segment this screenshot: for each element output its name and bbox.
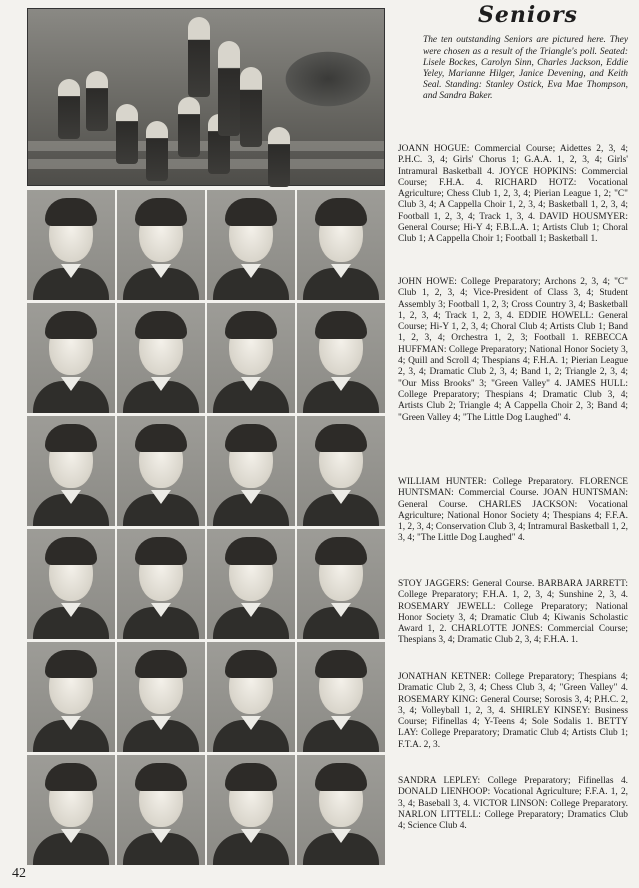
student-portrait: [297, 190, 385, 300]
student-portrait: [27, 755, 115, 865]
student-portrait: [297, 529, 385, 639]
student-figure: [268, 127, 290, 187]
bio-paragraph: JOANN HOGUE: Commercial Course; Aidettes 2, 3, 4; P.H.C. 3, 4; Girls' Chorus 1; G.A.A. 1, 2, 3, 4; Girls' Intramural Basketball 4. JOYCE HOPKINS: Commercial Course; F.H.A. 4. RICHARD HOTZ: Vocational Agriculture; Chess Club 1, 2, 3, 4; Pierian League 1, 2; "C" Club 3, 4; A Cappella Choir 1, 2, 3, 4; Basketball 1, 2, 3, 4; Football 1, 2, 3, 4; Track 1, 3, 4. DAVID HOUSMYER: General Course; Hi-Y 4; F.B.L.A. 1; Artists Club 1; Choral Club 1; A Cappella Choir 1; Football 1; Basketball 1.: [398, 144, 628, 245]
student-portrait: [207, 642, 295, 752]
student-portrait: [117, 642, 205, 752]
student-portrait: [207, 755, 295, 865]
student-portrait: [27, 416, 115, 526]
student-portrait: [27, 190, 115, 300]
student-portrait: [27, 303, 115, 413]
steps: [28, 159, 384, 169]
bio-paragraph: JONATHAN KETNER: College Preparatory; Thespians 4; Dramatic Club 2, 3, 4; Chess Club 3, 4; "Green Valley" 4. ROSEMARY KING: General Course; Sorosis 3, 4; P.H.C. 2, 3, 4; Volleyball 1, 2, 3, 4. SHIRLEY KINSEY: Business Course; Fifinellas 4; Y-Teens 4; Sole Sodalis 1. BETTY LAY: College Preparatory; Dramatic Club 4; Artists Club 1; F.T.A. 2, 3.: [398, 672, 628, 750]
student-figure: [188, 17, 210, 97]
portrait-grid: [27, 190, 385, 865]
student-portrait: [207, 416, 295, 526]
student-figure: [58, 79, 80, 139]
student-portrait: [117, 755, 205, 865]
student-figure: [218, 41, 240, 136]
student-portrait: [117, 416, 205, 526]
student-portrait: [27, 642, 115, 752]
page-number: 42: [12, 866, 26, 881]
student-portrait: [117, 529, 205, 639]
student-portrait: [207, 529, 295, 639]
student-portrait: [297, 303, 385, 413]
student-figure: [146, 121, 168, 181]
student-portrait: [27, 529, 115, 639]
bio-paragraph: WILLIAM HUNTER: College Preparatory. FLORENCE HUNTSMAN: Commercial Course. JOAN HUNTSMAN: General Course. CHARLES JACKSON: Vocational Agriculture; National Honor Society 4; Thespians 4; F.F.A. 1, 2, 3, 4; Conservation Club 3, 4; Intramural Basketball 1, 2, 3, 4; "The Little Dog Laughed" 4.: [398, 477, 628, 544]
bio-paragraph: SANDRA LEPLEY: College Preparatory; Fifinellas 4. DONALD LIENHOOP: Vocational Agriculture; F.F.A. 1, 2, 3, 4; Baseball 3, 4. VICTOR LINSON: College Preparatory. NARLON LITTELL: College Preparatory; Dramatics Club 4; Science Club 4.: [398, 776, 628, 832]
student-portrait: [207, 190, 295, 300]
student-portrait: [297, 416, 385, 526]
bio-paragraph: JOHN HOWE: College Preparatory; Archons 2, 3, 4; "C" Club 1, 2, 3, 4; Vice-President of Class 3, 4; Student Assembly 3; Football 1, 2, 3; Cross Country 3, 4; Basketball 1, 2, 3, 4; Track 1, 2, 3, 4. EDDIE HOWELL: General Course; Hi-Y 1, 2, 3, 4; Choral Club 4; Artists Club 1; Band 1, 2, 3, 4; Orchestra 1, 2, 3; Football 1. REBECCA HUFFMAN: College Preparatory; National Honor Society 3, 4; Quill and Scroll 4; Thespians 4; F.H.A. 1; Pierian League 2, 3, 4; Dramatic Club 2, 3, 4; Band 1, 2; Triangle 2, 3, 4; "Our Miss Brooks" 3; "Green Valley" 4. JAMES HULL: College Preparatory; Thespians 4; Dramatic Club 3, 4; Artists Club 2; Triangle 4; A Cappella Choir 2, 3; Band 4; "Green Valley 4; "The Little Dog Laughed" 4.: [398, 277, 628, 423]
student-figure: [116, 104, 138, 164]
student-portrait: [117, 190, 205, 300]
steps: [28, 141, 384, 151]
group-photo: [27, 8, 385, 186]
bio-paragraph: STOY JAGGERS: General Course. BARBARA JARRETT: College Preparatory; F.H.A. 1, 2, 3, 4; Sunshine 2, 3, 4. ROSEMARY JEWELL: College Preparatory; National Honor Society 3, 4; Dramatic Club 4; Kiwanis Scholastic Award 1, 2. CHARLOTTE JONES: Commercial Course; Thespians 3, 4; Dramatic Club 2, 3, 4; F.H.A. 1.: [398, 579, 628, 646]
student-figure: [240, 67, 262, 147]
student-portrait: [117, 303, 205, 413]
intro-caption: The ten outstanding Seniors are pictured here. They were chosen as a result of the Triangle's poll. Seated: Lisele Bockes, Carolyn Sinn, Charles Jackson, Eddie Yeley, Marianne Hilger, Janice Devening, and Keith Seal. Standing: Stanley Ostick, Eva Mae Thompson, and Sandra Baker.: [423, 35, 628, 102]
student-portrait: [297, 755, 385, 865]
student-portrait: [207, 303, 295, 413]
text-column: [398, 2, 628, 832]
student-figure: [178, 97, 200, 157]
student-portrait: [297, 642, 385, 752]
student-figure: [86, 71, 108, 131]
page-title: Seniors: [478, 2, 578, 28]
